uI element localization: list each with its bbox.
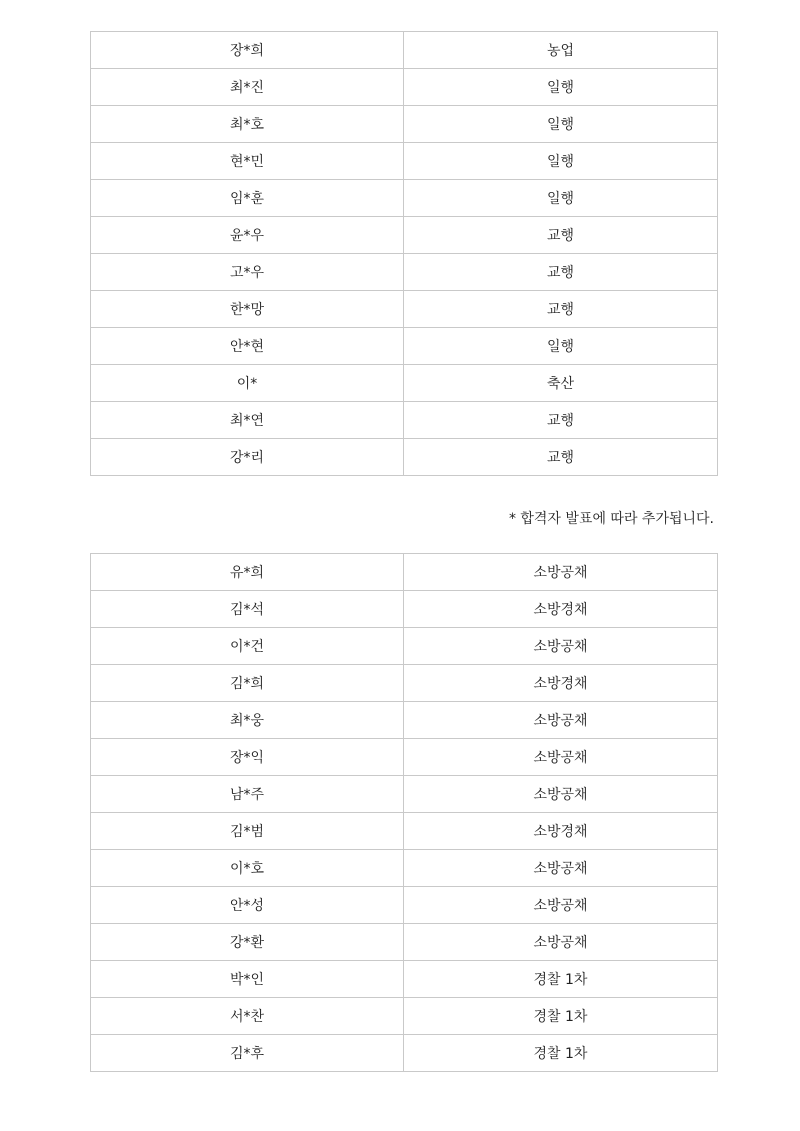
table-row — [91, 291, 718, 328]
passer-name: 장*익 — [91, 739, 404, 776]
table-row — [91, 69, 718, 106]
exam-category: 소방공채 — [404, 554, 718, 591]
table-row — [91, 180, 718, 217]
exam-category: 경찰 1차 — [404, 998, 718, 1035]
passer-name: 최*웅 — [91, 702, 404, 739]
table-row — [91, 739, 718, 776]
table-row — [91, 439, 718, 476]
exam-category: 교행 — [404, 217, 718, 254]
table-row — [91, 402, 718, 439]
additional-passers-note: * 합격자 발표에 따라 추가됩니다. — [508, 511, 714, 527]
table-row — [91, 924, 718, 961]
table-row — [91, 143, 718, 180]
table-row — [91, 702, 718, 739]
passer-name: 강*환 — [91, 924, 404, 961]
exam-category: 교행 — [404, 439, 718, 476]
exam-category: 경찰 1차 — [404, 961, 718, 998]
exam-category: 소방공채 — [404, 887, 718, 924]
passer-name: 안*성 — [91, 887, 404, 924]
table-row — [91, 328, 718, 365]
exam-category: 교행 — [404, 402, 718, 439]
exam-category: 소방공채 — [404, 776, 718, 813]
table-row — [91, 776, 718, 813]
passer-name: 강*리 — [91, 439, 404, 476]
passer-name: 한*망 — [91, 291, 404, 328]
passer-name: 이* — [91, 365, 404, 402]
passer-name: 김*석 — [91, 591, 404, 628]
table-row — [91, 628, 718, 665]
table-row — [91, 665, 718, 702]
table-row — [91, 106, 718, 143]
exam-category: 소방공채 — [404, 739, 718, 776]
exam-category: 일행 — [404, 180, 718, 217]
passer-name: 고*우 — [91, 254, 404, 291]
exam-category: 일행 — [404, 143, 718, 180]
passer-name: 윤*우 — [91, 217, 404, 254]
passer-name: 서*찬 — [91, 998, 404, 1035]
exam-category: 소방경채 — [404, 665, 718, 702]
passer-name: 박*인 — [91, 961, 404, 998]
exam-category: 소방경채 — [404, 813, 718, 850]
table-row — [91, 850, 718, 887]
passer-name: 김*범 — [91, 813, 404, 850]
exam-category: 소방공채 — [404, 850, 718, 887]
passer-name: 최*호 — [91, 106, 404, 143]
passer-name: 최*연 — [91, 402, 404, 439]
exam-category: 일행 — [404, 328, 718, 365]
exam-category: 경찰 1차 — [404, 1035, 718, 1072]
table-row — [91, 887, 718, 924]
exam-category: 일행 — [404, 69, 718, 106]
passers-table-1-body — [91, 32, 718, 476]
table-row — [91, 1035, 718, 1072]
exam-category: 일행 — [404, 106, 718, 143]
table-row — [91, 591, 718, 628]
exam-category: 교행 — [404, 254, 718, 291]
table-row — [91, 961, 718, 998]
exam-category: 소방경채 — [404, 591, 718, 628]
table-row — [91, 254, 718, 291]
passer-name: 남*주 — [91, 776, 404, 813]
exam-category: 축산 — [404, 365, 718, 402]
table-row — [91, 554, 718, 591]
passer-name: 유*희 — [91, 554, 404, 591]
passer-name: 안*현 — [91, 328, 404, 365]
passer-name: 최*진 — [91, 69, 404, 106]
passer-name: 현*민 — [91, 143, 404, 180]
passer-name: 임*훈 — [91, 180, 404, 217]
passer-name: 김*희 — [91, 665, 404, 702]
exam-category: 소방공채 — [404, 924, 718, 961]
exam-category: 소방공채 — [404, 628, 718, 665]
exam-category: 교행 — [404, 291, 718, 328]
table-row — [91, 32, 718, 69]
passers-table-1 — [90, 31, 718, 476]
table-row — [91, 813, 718, 850]
table-row — [91, 365, 718, 402]
table-row — [91, 217, 718, 254]
exam-category: 농업 — [404, 32, 718, 69]
passer-name: 이*호 — [91, 850, 404, 887]
passers-table-2 — [90, 553, 718, 1072]
passer-name: 장*희 — [91, 32, 404, 69]
passers-table-2-body — [91, 554, 718, 1072]
passer-name: 이*건 — [91, 628, 404, 665]
exam-category: 소방공채 — [404, 702, 718, 739]
table-row — [91, 998, 718, 1035]
passer-name: 김*후 — [91, 1035, 404, 1072]
